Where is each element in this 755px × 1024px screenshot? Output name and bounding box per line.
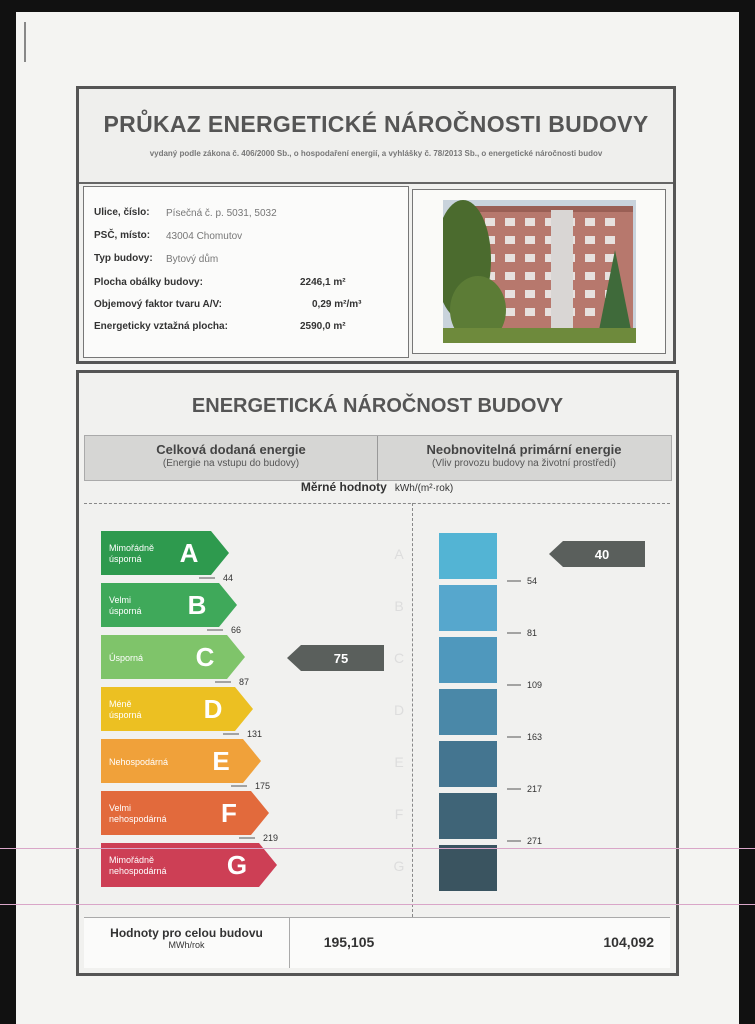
class-name-b: Velmi úsporná: [109, 595, 142, 616]
right-value-label: 40: [594, 547, 610, 562]
right-threshold-label: 271: [527, 836, 543, 846]
right-threshold-label: 217: [527, 784, 543, 794]
energy-performance-frame: [76, 370, 679, 976]
street-value: Písečná č. p. 5031, 5032: [166, 208, 277, 219]
type-label: Typ budovy:: [94, 253, 153, 264]
energy-class-chart: [79, 373, 676, 918]
class-name-g: Mimořádně nehospodárná: [109, 855, 167, 876]
left-threshold-label: 219: [263, 833, 279, 843]
primary-energy-segment-g: [439, 845, 497, 891]
ghost-letter-a: A: [394, 546, 404, 562]
right-threshold-label: 163: [527, 732, 543, 742]
whole-building-values: [84, 917, 670, 968]
footer-title: Hodnoty pro celou budovu: [110, 926, 263, 940]
primary-energy-segment-a: [439, 533, 497, 579]
class-letter-f: F: [221, 798, 237, 828]
scan-line: [0, 904, 755, 905]
building-photo-frame: [412, 189, 666, 354]
ghost-letter-c: C: [393, 650, 405, 666]
ghost-letter-f: F: [394, 806, 404, 822]
page-title: PRŮKAZ ENERGETICKÉ NÁROČNOSTI BUDOVY: [103, 111, 649, 137]
class-letter-c: C: [195, 642, 215, 672]
left-head: Celková dodaná energie: [156, 442, 306, 457]
spec-label: Měrné hodnoty: [300, 480, 387, 494]
class-letter-a: A: [179, 538, 199, 568]
footer-value-left: 195,105: [323, 934, 375, 950]
left-sub: (Energie na vstupu do budovy): [162, 458, 300, 469]
type-row: [94, 253, 219, 265]
legal-subtitle: vydaný podle zákona č. 406/2000 Sb., o hospodaření energií, a vyhlášky č. 78/2013 Sb., o energetické náročnosti budov: [149, 149, 603, 158]
class-bar-b: [101, 583, 237, 627]
class-bar-g: [101, 843, 277, 887]
primary-energy-segment-e: [439, 741, 497, 787]
right-threshold-label: 54: [527, 576, 538, 586]
envelope-label: Plocha obálky budovy:: [94, 277, 203, 288]
scan-line: [0, 848, 755, 849]
class-letter-b: B: [187, 590, 207, 620]
class-bar-a: [101, 531, 229, 575]
class-letter-g: G: [226, 850, 248, 880]
class-letter-d: D: [203, 694, 223, 724]
class-letter-e: E: [212, 746, 230, 776]
ghost-letter-b: B: [394, 598, 404, 614]
street-row: [94, 207, 277, 219]
building-info: [83, 186, 409, 358]
psc-value: 43004 Chomutov: [166, 231, 243, 242]
area-label: Energeticky vztažná plocha:: [94, 321, 228, 332]
ghost-letter-e: E: [394, 754, 404, 770]
area-value: 2590,0 m²: [300, 321, 346, 332]
left-threshold-label: 44: [223, 573, 234, 583]
spec-unit: kWh/(m²·rok): [394, 483, 454, 494]
right-threshold-label: 109: [527, 680, 543, 690]
left-value-label: 75: [333, 651, 349, 666]
class-bar-f: [101, 791, 269, 835]
envelope-row: [94, 277, 346, 288]
envelope-value: 2246,1 m²: [300, 277, 346, 288]
left-threshold-label: 131: [247, 729, 263, 739]
certificate-header-frame: [76, 86, 676, 364]
left-threshold-label: 175: [255, 781, 271, 791]
right-threshold-label: 81: [527, 628, 538, 638]
class-name-f: Velmi nehospodárná: [109, 803, 167, 824]
footer-unit: MWh/rok: [168, 940, 205, 950]
building-photo: [443, 200, 636, 343]
ghost-letter-d: D: [393, 702, 405, 718]
psc-label: PSČ, místo:: [94, 230, 151, 241]
footer-label: [84, 926, 289, 950]
left-threshold-label: 87: [239, 677, 250, 687]
energy-title: ENERGETICKÁ NÁROČNOST BUDOVY: [191, 395, 564, 417]
right-sub: (Vliv provozu budovy na životní prostředí): [432, 458, 616, 469]
ghost-letter-g: G: [393, 858, 405, 874]
certificate-header: [79, 89, 673, 184]
street-label: Ulice, číslo:: [94, 207, 150, 218]
class-name-d: Méně úsporná: [109, 699, 142, 720]
primary-energy-segment-d: [439, 689, 497, 735]
class-name-e: Nehospodárná: [109, 757, 169, 767]
shape-label: Objemový faktor tvaru A/V:: [94, 299, 222, 310]
margin-mark: [24, 22, 26, 62]
type-value: Bytový dům: [166, 254, 219, 265]
class-bar-d: [101, 687, 253, 731]
shape-value: 0,29 m²/m³: [312, 299, 362, 310]
left-threshold-label: 66: [231, 625, 242, 635]
primary-energy-segment-c: [439, 637, 497, 683]
class-name-c: Úsporná: [109, 653, 144, 663]
footer-value-right: 104,092: [603, 934, 654, 950]
class-name-a: Mimořádně úsporná: [109, 543, 155, 564]
primary-energy-segment-f: [439, 793, 497, 839]
right-head: Neobnovitelná primární energie: [426, 442, 622, 457]
primary-energy-segment-b: [439, 585, 497, 631]
area-row: [94, 321, 346, 332]
shape-row: [94, 299, 362, 310]
psc-row: [94, 230, 243, 242]
